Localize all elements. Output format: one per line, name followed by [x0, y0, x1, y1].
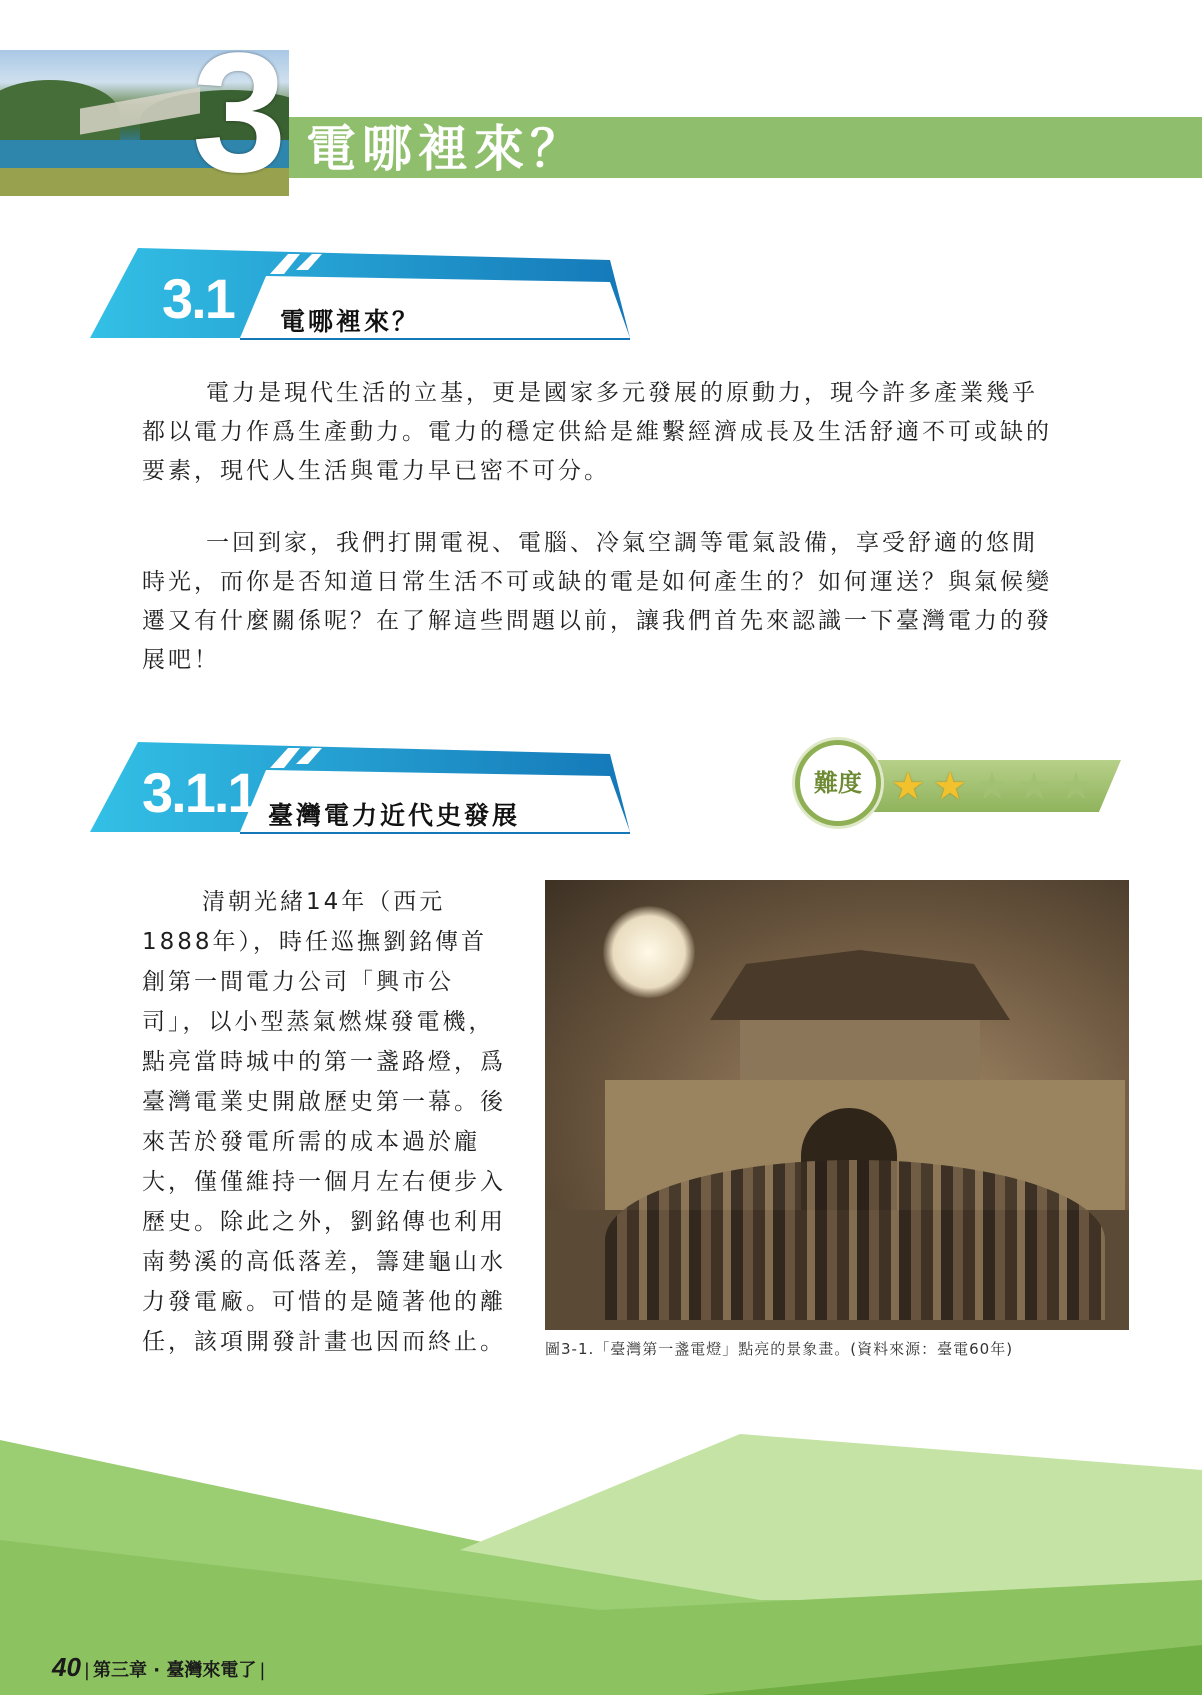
- star-empty-icon: ★: [975, 764, 1010, 808]
- chapter-number: 3: [192, 18, 287, 208]
- star-filled-icon: ★: [891, 764, 926, 808]
- section-number: 3.1: [162, 267, 234, 330]
- section-title: 電哪裡來？: [280, 307, 421, 336]
- figure-caption: 圖3-1.「臺灣第一盞電燈」點亮的景象畫。(資料來源：臺電60年): [545, 1340, 1014, 1358]
- moon: [603, 906, 695, 998]
- difficulty-label-circle: [795, 740, 881, 826]
- chapter-label: 第三章 · 臺灣來電了: [93, 1660, 257, 1681]
- paragraph: 一回到家，我們打開電視、電腦、冷氣空調等電氣設備，享受舒適的悠閒時光，而你是否知道日常生活不可或缺的電是如何產生的？如何運送？與氣候變遷又有什麼關係呢？在了解這些問題以前，讓我們首先來認識一下臺灣電力的發展吧！: [142, 530, 1052, 673]
- section-number: 3.1.1: [142, 761, 257, 824]
- section-title: 臺灣電力近代史發展: [268, 801, 521, 830]
- star-filled-icon: ★: [933, 764, 968, 808]
- paragraph: 清朝光緒14年（西元1888年），時任巡撫劉銘傳首創第一間電力公司「興市公司」，以小型蒸氣燃煤發電機，點亮當時城中的第一盞路燈，爲臺灣電業史開啟歷史第一幕。後來苦於發電所需的成本過於龐大，僅僅維持一個月左右便步入歷史。除此之外，劉銘傳也利用南勢溪的高低落差，籌建龜山水力發電廠。可惜的是隨著他的離任，該項開發計畫也因而終止。: [142, 889, 506, 1355]
- section-3-1-banner: [90, 240, 630, 340]
- chapter-title: 電哪裡來？: [306, 120, 586, 178]
- difficulty-badge: [795, 738, 1127, 830]
- figure-illustration: [545, 880, 1129, 1330]
- paragraph: 電力是現代生活的立基，更是國家多元發展的原動力，現今許多產業幾乎都以電力作爲生產動力。電力的穩定供給是維繫經濟成長及生活舒適不可或缺的要素，現代人生活與電力早已密不可分。: [142, 380, 1052, 484]
- page-footer: 40 | 第三章 · 臺灣來電了 |: [52, 1652, 266, 1682]
- star-empty-icon: ★: [1059, 764, 1094, 808]
- star-empty-icon: ★: [1017, 764, 1052, 808]
- difficulty-label: 難度: [814, 769, 862, 797]
- page-number: 40: [52, 1652, 81, 1682]
- section-3-1-1-banner: [90, 734, 630, 834]
